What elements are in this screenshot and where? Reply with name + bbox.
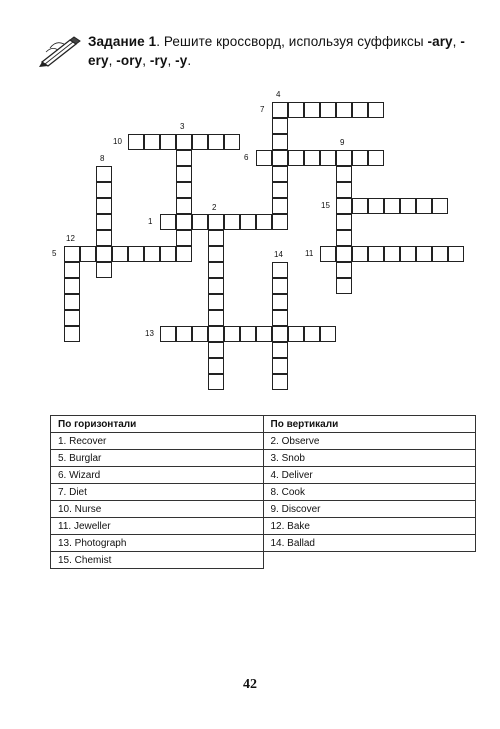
crossword-cell[interactable]: [256, 326, 272, 342]
crossword-cell[interactable]: [336, 278, 352, 294]
crossword-cell[interactable]: [272, 310, 288, 326]
crossword-cell[interactable]: [288, 326, 304, 342]
crossword-cell[interactable]: [272, 166, 288, 182]
clue-number-7: 7: [260, 105, 265, 114]
crossword-cell[interactable]: [336, 214, 352, 230]
crossword-cell[interactable]: [272, 182, 288, 198]
crossword-cell[interactable]: [208, 246, 224, 262]
down-clue: 9. Discover: [263, 501, 476, 518]
empty-cell: [263, 552, 476, 569]
crossword-cell[interactable]: [368, 150, 384, 166]
crossword-cell[interactable]: [336, 102, 352, 118]
crossword-cell[interactable]: [144, 246, 160, 262]
clue-number-10: 10: [113, 137, 122, 146]
crossword-cell[interactable]: [64, 326, 80, 342]
task-text: . Решите кроссворд, используя суффиксы: [156, 34, 428, 49]
crossword-cell[interactable]: [128, 246, 144, 262]
crossword-cell[interactable]: [272, 118, 288, 134]
separator: .: [187, 53, 192, 68]
crossword-cell[interactable]: [160, 134, 176, 150]
crossword-cell[interactable]: [352, 102, 368, 118]
crossword-cell[interactable]: [96, 246, 112, 262]
crossword-cell[interactable]: [272, 150, 288, 166]
crossword-cell[interactable]: [208, 294, 224, 310]
crossword-cell[interactable]: [208, 358, 224, 374]
crossword-cell[interactable]: [176, 150, 192, 166]
crossword-cell[interactable]: [336, 182, 352, 198]
separator: ,: [452, 34, 461, 49]
separator: ,: [142, 53, 150, 68]
crossword-cell[interactable]: [272, 134, 288, 150]
crossword-cell[interactable]: [368, 102, 384, 118]
crossword-cell[interactable]: [208, 262, 224, 278]
task-label: Задание: [88, 34, 145, 49]
down-clue: 8. Cook: [263, 484, 476, 501]
crossword-cell[interactable]: [80, 246, 96, 262]
crossword-cell[interactable]: [320, 102, 336, 118]
crossword-cell[interactable]: [416, 246, 432, 262]
clue-number-5: 5: [52, 249, 57, 258]
crossword-cell[interactable]: [160, 246, 176, 262]
crossword-cell[interactable]: [256, 150, 272, 166]
clues-header-row: [51, 416, 476, 433]
across-clue: 5. Burglar: [51, 450, 264, 467]
crossword-cell[interactable]: [64, 294, 80, 310]
suffix-ry: -ry: [149, 53, 168, 68]
crossword-cell[interactable]: [320, 150, 336, 166]
crossword-cell[interactable]: [96, 166, 112, 182]
crossword-cell[interactable]: [192, 326, 208, 342]
crossword-cell[interactable]: [144, 134, 160, 150]
crossword-cell[interactable]: [176, 166, 192, 182]
crossword-cell[interactable]: [272, 102, 288, 118]
crossword-cell[interactable]: [208, 374, 224, 390]
crossword-cell[interactable]: [336, 166, 352, 182]
clue-number-12: 12: [66, 234, 75, 243]
crossword-cell[interactable]: [208, 230, 224, 246]
crossword-cell[interactable]: [176, 230, 192, 246]
clue-number-14: 14: [274, 250, 283, 259]
crossword-cell[interactable]: [240, 214, 256, 230]
separator: ,: [167, 53, 176, 68]
crossword-cell[interactable]: [96, 214, 112, 230]
crossword-cell[interactable]: [176, 246, 192, 262]
clue-number-11: 11: [305, 249, 314, 258]
crossword-cell[interactable]: [400, 246, 416, 262]
crossword-cell[interactable]: [208, 326, 224, 342]
crossword-cell[interactable]: [176, 198, 192, 214]
crossword-cell[interactable]: [384, 246, 400, 262]
crossword-cell[interactable]: [272, 374, 288, 390]
crossword-cell[interactable]: [96, 230, 112, 246]
crossword-cell[interactable]: [272, 294, 288, 310]
crossword-cell[interactable]: [64, 246, 80, 262]
separator: ,: [108, 53, 117, 68]
crossword-cell[interactable]: [448, 246, 464, 262]
crossword-cell[interactable]: [224, 134, 240, 150]
crossword-cell[interactable]: [64, 278, 80, 294]
crossword-cell[interactable]: [128, 134, 144, 150]
suffix-y: -y: [175, 53, 188, 68]
crossword-cell[interactable]: [112, 246, 128, 262]
clue-number-9: 9: [340, 138, 345, 147]
down-clue: 3. Snob: [263, 450, 476, 467]
crossword-cell[interactable]: [352, 246, 368, 262]
crossword-cell[interactable]: [336, 150, 352, 166]
clue-number-8: 8: [100, 154, 105, 163]
crossword-cell[interactable]: [336, 246, 352, 262]
crossword-cell[interactable]: [336, 198, 352, 214]
crossword-cell[interactable]: [192, 134, 208, 150]
crossword-cell[interactable]: [288, 102, 304, 118]
crossword-cell[interactable]: [432, 198, 448, 214]
crossword-cell[interactable]: [272, 326, 288, 342]
crossword-cell[interactable]: [208, 310, 224, 326]
crossword-cell[interactable]: [96, 198, 112, 214]
crossword-cell[interactable]: [176, 134, 192, 150]
down-header: По вертикали: [263, 416, 476, 433]
down-clue: 2. Observe: [263, 433, 476, 450]
down-clue: 4. Deliver: [263, 467, 476, 484]
across-clue: 10. Nurse: [51, 501, 264, 518]
clue-number-4: 4: [276, 90, 281, 99]
clue-number-6: 6: [244, 153, 249, 162]
crossword-cell[interactable]: [304, 326, 320, 342]
clue-row: [51, 433, 476, 450]
crossword-cell[interactable]: [304, 102, 320, 118]
clue-row: [51, 518, 476, 535]
crossword-cell[interactable]: [176, 214, 192, 230]
clue-row: [51, 450, 476, 467]
task-number: 1: [148, 34, 157, 49]
crossword-cell[interactable]: [272, 358, 288, 374]
crossword-cell[interactable]: [336, 262, 352, 278]
clue-row: [51, 484, 476, 501]
crossword-cell[interactable]: [384, 198, 400, 214]
crossword-cell[interactable]: [160, 214, 176, 230]
crossword-cell[interactable]: [192, 214, 208, 230]
across-clue: 13. Photograph: [51, 535, 264, 552]
crossword-cell[interactable]: [272, 262, 288, 278]
crossword-cell[interactable]: [400, 198, 416, 214]
crossword-cell[interactable]: [224, 326, 240, 342]
clue-number-15: 15: [321, 201, 330, 210]
across-clue: 7. Diet: [51, 484, 264, 501]
crossword-cell[interactable]: [160, 326, 176, 342]
crossword-cell[interactable]: [320, 246, 336, 262]
crossword-cell[interactable]: [320, 326, 336, 342]
across-clue: 15. Chemist: [51, 552, 264, 569]
clue-row: [51, 501, 476, 518]
crossword-cell[interactable]: [64, 310, 80, 326]
clue-row: [51, 467, 476, 484]
suffix-ery: -ery: [88, 34, 465, 68]
crossword-cell[interactable]: [352, 198, 368, 214]
across-clue: 11. Jeweller: [51, 518, 264, 535]
crossword-cell[interactable]: [304, 150, 320, 166]
crossword-cell[interactable]: [272, 198, 288, 214]
crossword-cell[interactable]: [176, 182, 192, 198]
down-clue: 14. Ballad: [263, 535, 476, 552]
clue-number-2: 2: [212, 203, 217, 212]
crossword-cell[interactable]: [352, 150, 368, 166]
suffix-ary: -ary: [427, 34, 453, 49]
crossword-cell[interactable]: [208, 214, 224, 230]
crossword-cell[interactable]: [96, 262, 112, 278]
crossword-cell[interactable]: [288, 150, 304, 166]
clue-row: [51, 552, 476, 569]
crossword-cell[interactable]: [336, 230, 352, 246]
crossword-cell[interactable]: [96, 182, 112, 198]
crossword-cell[interactable]: [368, 198, 384, 214]
crossword-cell[interactable]: [432, 246, 448, 262]
crossword-cell[interactable]: [208, 342, 224, 358]
clue-number-1: 1: [148, 217, 153, 226]
suffix-ory: -ory: [116, 53, 143, 68]
clue-row: [51, 535, 476, 552]
crossword-cell[interactable]: [256, 214, 272, 230]
crossword-cell[interactable]: [416, 198, 432, 214]
crossword-cell[interactable]: [208, 134, 224, 150]
clue-number-13: 13: [145, 329, 154, 338]
crossword-cell[interactable]: [272, 278, 288, 294]
across-clue: 1. Recover: [51, 433, 264, 450]
crossword-cell[interactable]: [272, 342, 288, 358]
clue-number-3: 3: [180, 122, 185, 131]
across-clue: 6. Wizard: [51, 467, 264, 484]
crossword-cell[interactable]: [368, 246, 384, 262]
crossword-cell[interactable]: [272, 214, 288, 230]
across-header: По горизонтали: [51, 416, 264, 433]
crossword-cell[interactable]: [208, 278, 224, 294]
clues-table: [50, 415, 476, 569]
page-number: 42: [243, 677, 257, 692]
crossword-cell[interactable]: [224, 214, 240, 230]
crossword-cell[interactable]: [176, 326, 192, 342]
down-clue: 12. Bake: [263, 518, 476, 535]
crossword-cell[interactable]: [64, 262, 80, 278]
crossword-cell[interactable]: [240, 326, 256, 342]
